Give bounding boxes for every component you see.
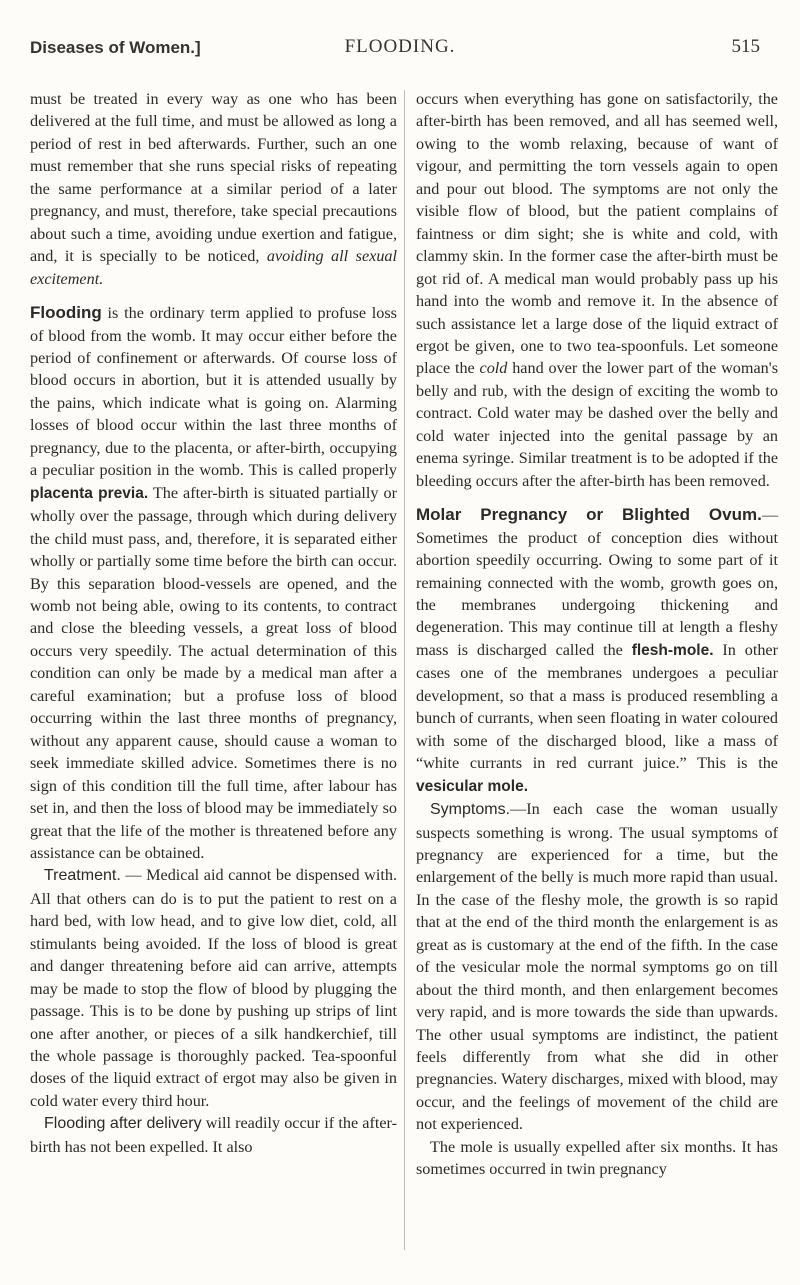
section-heading: Molar Pregnancy or Blighted Ovum. xyxy=(416,505,762,525)
paragraph: Flooding after delivery will readily occur if the after-birth has not been expelled. It also xyxy=(30,1114,397,1156)
paragraph: Symptoms.—In each case the woman usually suspects something is wrong. The usual symptoms of pregnancy are experienced for a time, but the enlargement of the belly is much more rapid than usual. In the case of the fleshy mole, the growth is so rapid that at the end of the third month the enlargement is as great as is customary at the end of the fifth. In the case of the vesicular mole the normal symptoms go on till about the third month, and then enlargement becomes very rapid, and is more towards the side than upwards. The other usual symptoms are indistinct, the patient feels differently from what she did in other pregnancies. Watery discharges, mixed with blood, may occur, and the feelings of movement of the child are not experienced. xyxy=(416,800,778,1134)
emphasis-text: cold xyxy=(479,359,508,378)
paragraph: The mole is usually expelled after six months. It has sometimes occurred in twin pregnancy xyxy=(416,1137,778,1179)
paragraph: occurs when everything has gone on satisfactorily, the after-birth has been removed, and all has seemed well, owing to the womb relaxing, because of want of vigour, and permitting the torn vessels again to open and pour out blood. The symptoms are not only the visible flow of blood, but the patient complains of faintness or dim sight; she is white and cold, with clammy skin. In the former case the after-birth must be got rid of. A medical man would probably pass up his hand into the womb and remove it. In the absence of such assistance let a large dose of the liquid extract of ergot be given, one to two tea-spoonfuls. Let someone place the cold hand over the lower part of the woman's belly and rub, with the design of exciting the womb to contract. Cold water may be dashed over the belly and cold water injected into the genital passage by an enema syringe. Similar treatment is to be adopted if the bleeding occurs after the after-birth has been removed. xyxy=(416,90,778,490)
subheading: Symptoms. xyxy=(430,801,511,819)
page-title: FLOODING. xyxy=(344,36,456,57)
term: flesh-mole. xyxy=(631,641,714,659)
running-header xyxy=(30,38,770,68)
paragraph: must be treated in every way as one who has been delivered at the full time, and must be allowed as long a period of rest in bed afterwards. Further, such an one must remember that she runs special risks of repeating the same performance at a similar period of a later pregnancy, and must, therefore, take special precautions about such a time, avoiding undue exertion and fatigue, and, it is specially to be noticed, avoiding all sexual excitement. xyxy=(30,90,398,288)
page-number: 515 xyxy=(731,36,760,57)
emphasis-text: avoiding all sexual excitement. xyxy=(30,247,398,288)
term: vesicular mole. xyxy=(416,777,529,795)
subheading: Flooding after delivery xyxy=(44,1115,202,1133)
left-column xyxy=(30,88,397,1158)
right-column xyxy=(416,88,778,1181)
subheading: Treatment. xyxy=(44,867,121,885)
paragraph: Flooding is the ordinary term applied to profuse loss of blood from the womb. It may occur either before the period of confinement or afterwards. Of course loss of blood occurs in abortion, but it is attended usually by the pains, which indicate what is going on. Alarming losses of blood occur within the last three months of pregnancy, due to the placenta, or after-birth, occupying a peculiar position in the womb. This is called properly placenta previa. The after-birth is situated partially or wholly over the passage, through which during delivery the child must pass, and, therefore, it is separated either wholly or partially some time before the birth can occur. By this separation blood-vessels are opened, and the womb not being able, owing to its contents, to contract and close the bleeding vessels, a great loss of blood occurs very speedily. The actual determination of this condition can only be made by a medical man after a careful examination; but a profuse loss of blood occurring within the last three months of pregnancy, without any apparent cause, should cause a woman to seek immediate skilled advice. Sometimes there is no sign of this condition till the full time, after labour has set in, and then the loss of blood may be immediately so great that the life of the mother is threatened before any assistance can be obtained. xyxy=(30,303,397,862)
column-divider xyxy=(404,90,405,1250)
section-label: Diseases of Women.] xyxy=(30,38,201,57)
section-heading: Flooding xyxy=(30,303,102,323)
paragraph: Molar Pregnancy or Blighted Ovum.— Sometimes the product of conception dies without abortion speedily occurring. Owing to some part of it remaining connected with the womb, growth goes on, the membranes undergoing thickening and degeneration. This may continue till at length a fleshy mass is discharged called the flesh-mole. In other cases one of the membranes undergoes a peculiar development, so that a mass is produced resembling a bunch of currants, when seen floating in water coloured with some of the discharged blood, like a mass of “white currants in red currant juice.” This is the vesicular mole. xyxy=(416,505,778,795)
term: placenta previa. xyxy=(30,484,149,502)
paragraph: Treatment. — Medical aid cannot be dispensed with. All that others can do is to put the patient to rest on a hard bed, with low head, and to give low diet, cold, all stimulants being avoided. If the loss of blood is great and danger threatening before aid can arrive, attempts may be made to stop the flow of blood by plugging the passage. This is to be done by pushing up strips of lint one after another, or pieces of a silk handkerchief, till the whole passage is thoroughly packed. Tea-spoonful doses of the liquid extract of ergot may also be given in cold water every third hour. xyxy=(30,866,397,1110)
